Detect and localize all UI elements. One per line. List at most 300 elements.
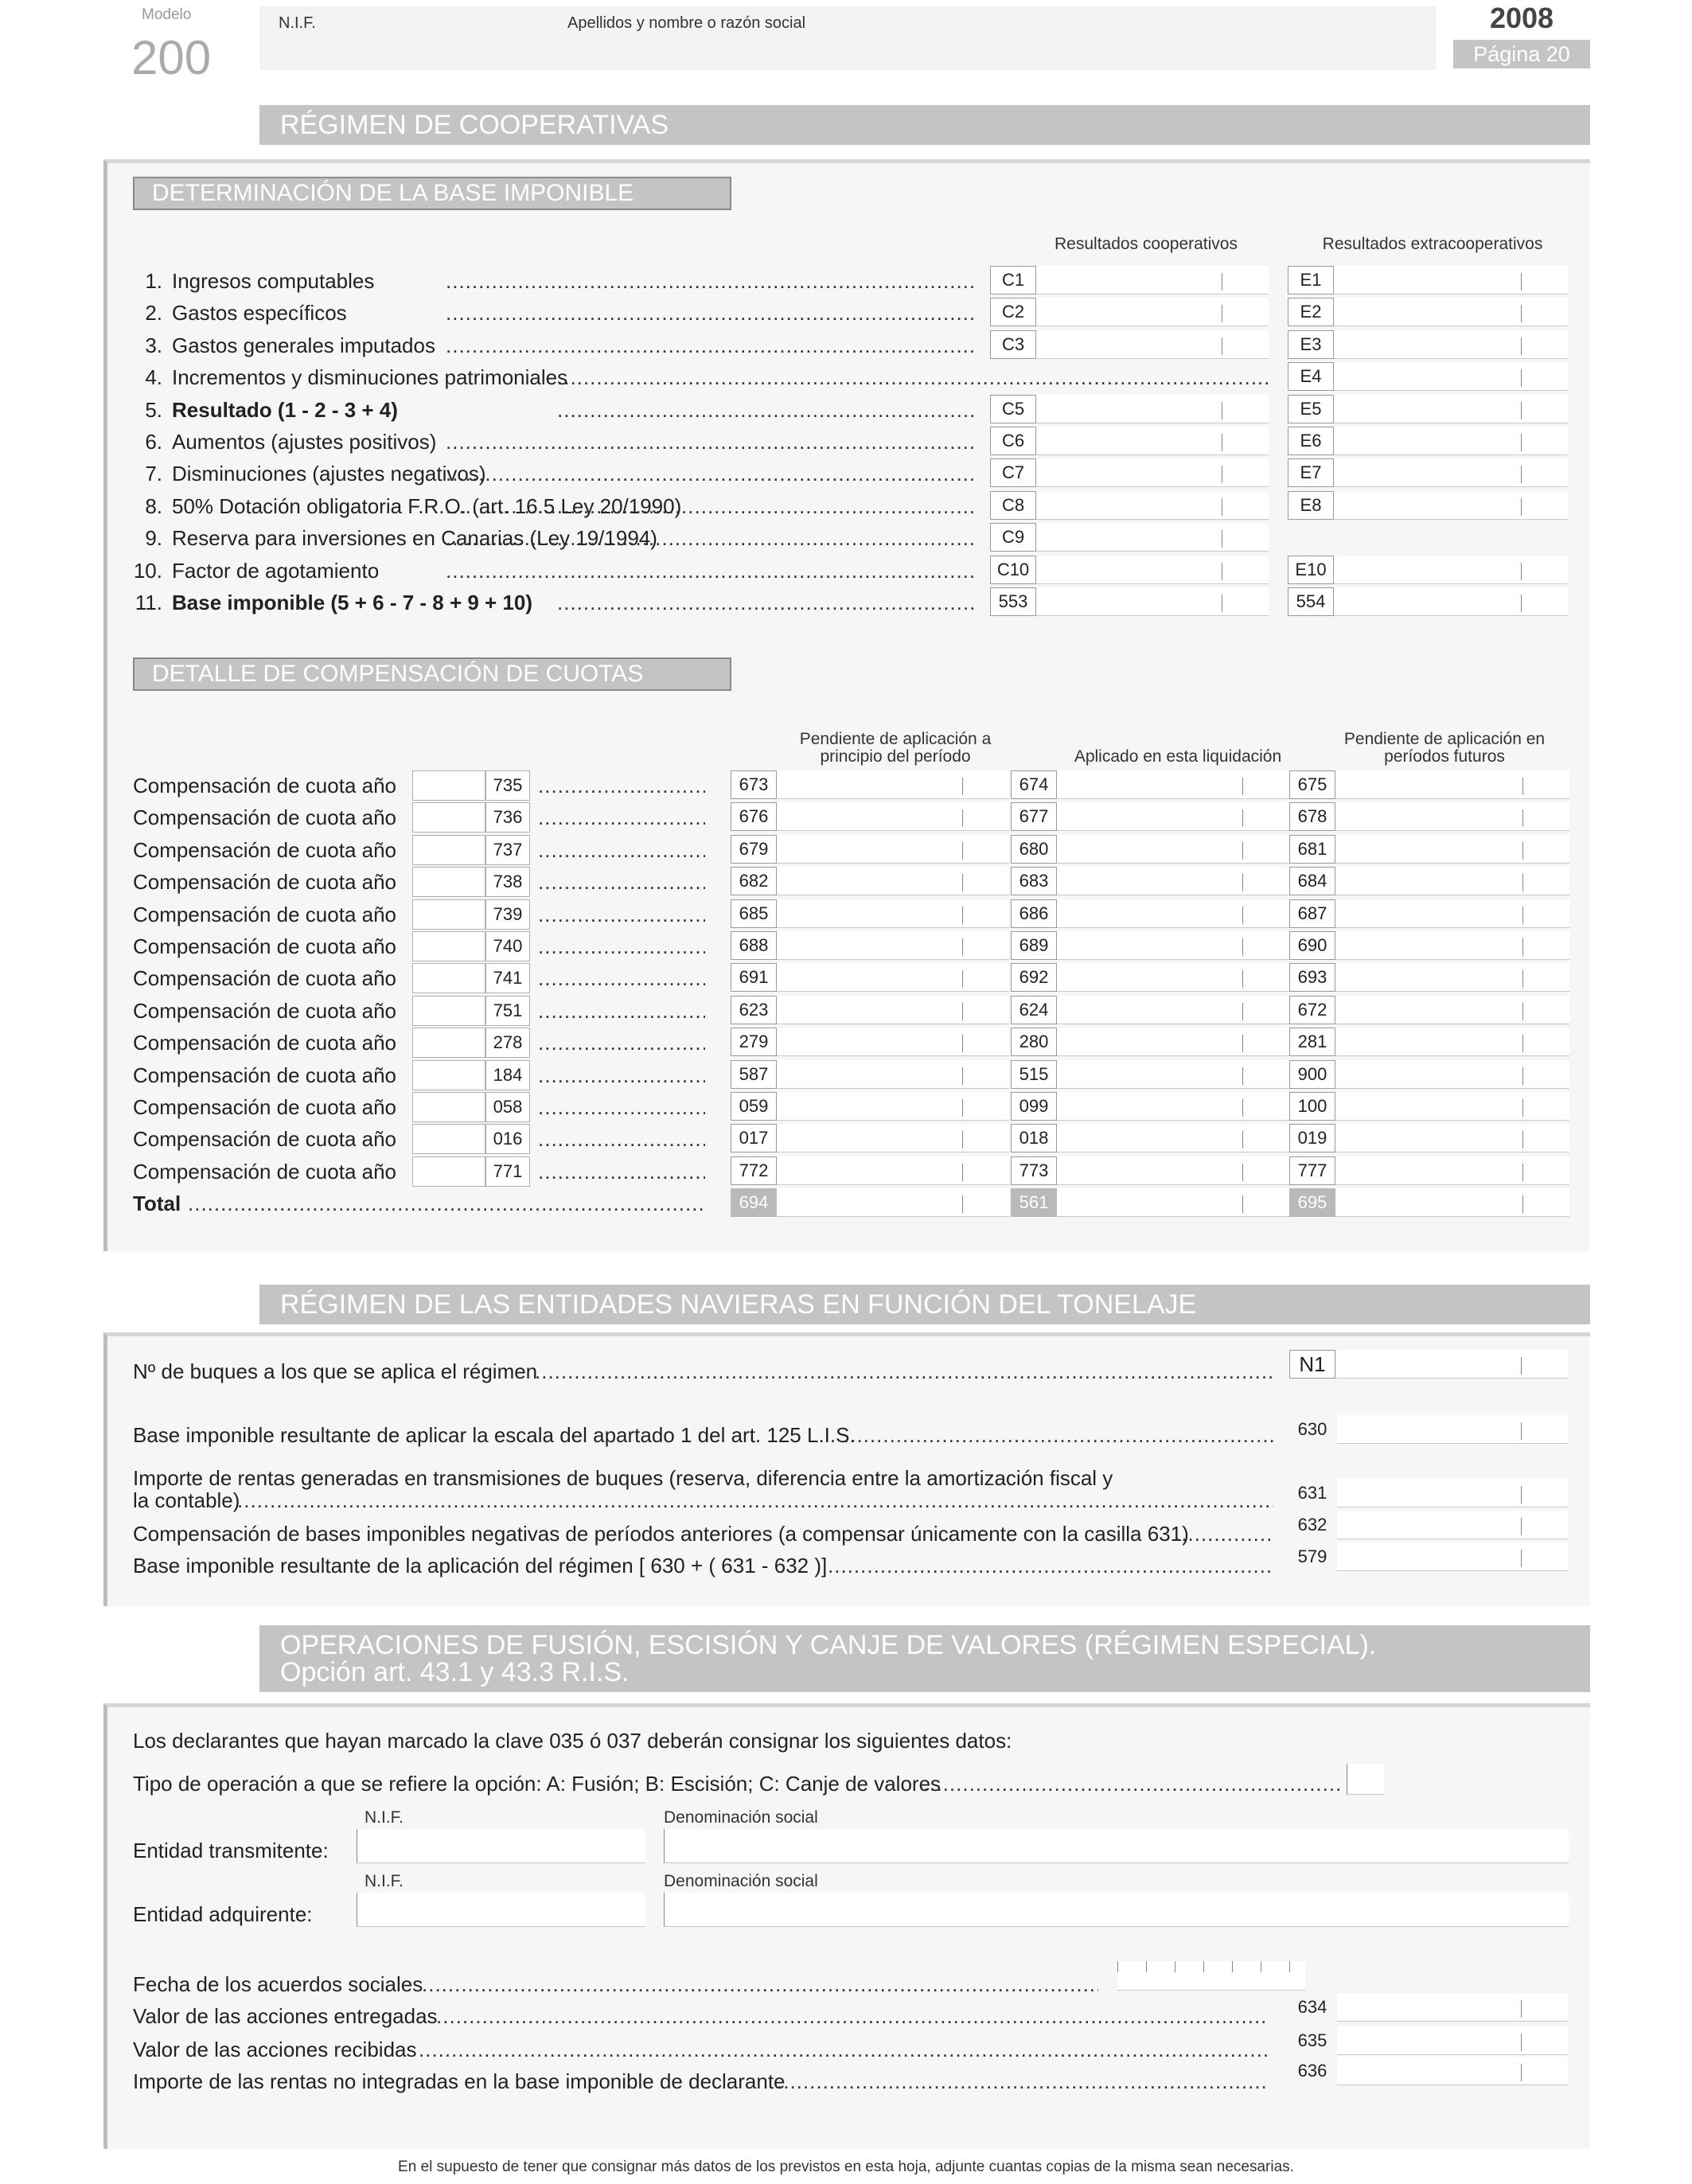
comp-code: 281 — [1289, 1028, 1335, 1056]
comp-code: 690 — [1289, 931, 1335, 960]
comp-amount-field[interactable] — [777, 996, 1009, 1024]
base-row-label — [172, 559, 379, 583]
comp-row-label: Compensación de cuota año — [133, 1127, 397, 1151]
coop-result-field[interactable] — [1036, 523, 1269, 552]
coop-code: C9 — [990, 523, 1036, 552]
modelo-label: Modelo — [142, 6, 192, 23]
adquirente-nif-field[interactable] — [357, 1893, 645, 1927]
cents-separator — [1242, 1164, 1243, 1181]
comp-subbanner: DETALLE DE COMPENSACIÓN DE CUOTAS — [133, 657, 731, 691]
coop-result-field[interactable] — [1036, 266, 1269, 294]
cents-separator — [1521, 337, 1522, 355]
comp-amount-field[interactable] — [1057, 1028, 1289, 1056]
leader-dots — [237, 1488, 1273, 1513]
leader-dots — [538, 999, 705, 1024]
comp-code: 672 — [1289, 996, 1335, 1024]
cents-separator — [962, 938, 963, 956]
coop-code: C2 — [990, 298, 1036, 326]
naviera-n1-field[interactable] — [1337, 1350, 1568, 1379]
base-row-text: Aumentos (ajustes positivos) — [172, 430, 437, 454]
comp-amount-field[interactable] — [777, 770, 1009, 799]
comp-amount-field[interactable] — [1335, 1124, 1569, 1152]
comp-amount-field[interactable] — [1335, 1092, 1569, 1121]
comp-amount-field[interactable] — [777, 1124, 1009, 1152]
comp-code: 059 — [731, 1092, 777, 1121]
base-row-bold-text: Base imponible (5 + 6 - 7 - 8 + 9 + 10) — [172, 591, 533, 614]
comp-year-field[interactable] — [412, 1060, 485, 1090]
leader-dots — [538, 1095, 705, 1120]
comp-row-label: Compensación de cuota año — [133, 870, 397, 894]
leader-dots — [446, 301, 977, 326]
comp-amount-field[interactable] — [1335, 899, 1569, 928]
base-row-number: 10. — [133, 559, 162, 583]
cents-separator — [1242, 842, 1243, 860]
adquirente-denom-field[interactable] — [664, 1893, 1569, 1927]
base-row-text: Gastos generales imputados — [172, 333, 435, 357]
comp-code: 100 — [1289, 1092, 1335, 1121]
cents-separator — [1522, 809, 1523, 827]
comp-year-field[interactable] — [412, 1124, 485, 1154]
transmitente-denom-field[interactable] — [664, 1829, 1569, 1863]
extra-result-field[interactable] — [1334, 266, 1568, 294]
code-635: 635 — [1297, 2030, 1327, 2050]
comp-year-code: 184 — [485, 1060, 530, 1090]
comp-code: 777 — [1289, 1156, 1335, 1185]
base-row-label — [172, 591, 532, 615]
comp-year-field[interactable] — [412, 1028, 485, 1058]
tipo-operacion-field[interactable] — [1347, 1764, 1384, 1795]
extra-result-field[interactable] — [1334, 427, 1568, 455]
extra-result-field[interactable] — [1334, 298, 1568, 326]
code-N1: N1 — [1289, 1350, 1335, 1379]
cents-separator — [1242, 874, 1243, 891]
comp-year-code: 771 — [485, 1156, 530, 1187]
naviera-579-field[interactable] — [1337, 1542, 1568, 1571]
comp-year-field[interactable] — [412, 931, 485, 961]
comp-amount-field[interactable] — [1335, 996, 1569, 1024]
cents-separator — [962, 970, 963, 988]
comp-amount-field[interactable] — [777, 963, 1009, 992]
cents-separator — [1522, 842, 1523, 860]
comp-code: 682 — [731, 867, 777, 895]
valor-recibidas-field[interactable] — [1337, 2026, 1568, 2055]
comp-year-code: 735 — [485, 770, 530, 801]
comp-code: 673 — [731, 770, 777, 799]
cents-separator — [962, 809, 963, 827]
comp-amount-field[interactable] — [777, 867, 1009, 895]
extra-result-field[interactable] — [1334, 362, 1568, 391]
base-row-label — [172, 269, 374, 294]
comp-code: 900 — [1289, 1060, 1335, 1089]
comp-year-field[interactable] — [412, 770, 485, 801]
leader-dots — [446, 559, 977, 583]
cents-separator — [962, 1099, 963, 1117]
cents-separator — [962, 874, 963, 891]
valor-recibidas-label: Valor de las acciones recibidas — [133, 2038, 417, 2061]
cents-separator — [962, 842, 963, 860]
leader-dots — [828, 1554, 1273, 1578]
naviera-banner: RÉGIMEN DE LAS ENTIDADES NAVIERAS EN FUNCIÓN DEL TONELAJE — [259, 1285, 1590, 1324]
leader-dots — [557, 591, 977, 615]
extra-result-field[interactable] — [1334, 458, 1568, 487]
coop-code: C8 — [990, 491, 1036, 520]
comp-row-label: Compensación de cuota año — [133, 903, 397, 926]
comp-year-code: 741 — [485, 963, 530, 993]
comp-year-code: 738 — [485, 867, 530, 897]
base-row-number: 8. — [145, 494, 162, 518]
comp-year-field[interactable] — [412, 802, 485, 833]
code-579: 579 — [1297, 1546, 1327, 1566]
coop-result-field[interactable] — [1036, 556, 1269, 584]
fecha-label: Fecha de los acuerdos sociales — [133, 1972, 423, 1996]
extra-code: 554 — [1288, 587, 1334, 616]
comp-row-label: Compensación de cuota año — [133, 1160, 397, 1184]
comp-year-code: 751 — [485, 996, 530, 1026]
nif-input[interactable] — [271, 37, 544, 65]
comp-amount-field[interactable] — [1335, 867, 1569, 895]
rentas-label: Importe de las rentas no integradas en la base imponible de declarante — [133, 2069, 786, 2093]
base-row-label — [172, 301, 347, 326]
naviera-r1-label: Nº de buques a los que se aplica el régimen — [133, 1359, 538, 1383]
modelo-number: 200 — [131, 31, 212, 84]
leader-dots — [446, 526, 977, 551]
coop-code: C5 — [990, 395, 1036, 423]
code-636: 636 — [1297, 2061, 1327, 2081]
comp-year-field[interactable] — [412, 1092, 485, 1122]
comp-code: 689 — [1011, 931, 1057, 960]
cents-separator — [1522, 970, 1523, 988]
comp-code: 017 — [731, 1124, 777, 1152]
coop-result-field[interactable] — [1036, 298, 1269, 326]
comp-code: 687 — [1289, 899, 1335, 928]
cents-separator — [962, 1195, 963, 1213]
leader-dots — [538, 966, 705, 991]
comp-amount-field[interactable] — [777, 1156, 1009, 1185]
base-row-number: 6. — [145, 430, 162, 454]
rentas-field[interactable] — [1337, 2057, 1568, 2085]
fecha-field[interactable] — [1117, 1961, 1305, 1991]
comp-amount-field[interactable] — [1057, 996, 1289, 1024]
extra-result-field[interactable] — [1334, 395, 1568, 423]
leader-dots — [538, 805, 705, 830]
leader-dots — [538, 1127, 705, 1152]
cents-separator — [1522, 1131, 1523, 1149]
leader-dots — [419, 2038, 1267, 2062]
comp-amount-field[interactable] — [1057, 1092, 1289, 1121]
comp-col3-header: Pendiente de aplicación en períodos futuros — [1343, 730, 1546, 766]
cents-separator — [1522, 1099, 1523, 1117]
coop-code: C10 — [990, 556, 1036, 584]
base-row-number: 3. — [145, 333, 162, 357]
cents-separator — [1521, 434, 1522, 451]
base-row-number: 9. — [145, 526, 162, 550]
comp-amount-field[interactable] — [1335, 1028, 1569, 1056]
base-row-label — [172, 462, 486, 486]
cents-separator — [1522, 1067, 1523, 1085]
comp-amount-field[interactable] — [1335, 770, 1569, 799]
comp-amount-field[interactable] — [1335, 963, 1569, 992]
col-extra-header: Resultados extracooperativos — [1322, 235, 1543, 253]
total-code: 694 — [731, 1188, 777, 1217]
coop-code: 553 — [990, 587, 1036, 616]
extra-result-field[interactable] — [1334, 330, 1568, 359]
transmitente-label: Entidad transmitente: — [133, 1839, 329, 1862]
comp-amount-field[interactable] — [1335, 1060, 1569, 1089]
comp-code: 587 — [731, 1060, 777, 1089]
cents-separator — [1521, 595, 1522, 612]
cents-separator — [1522, 938, 1523, 956]
cents-separator — [1522, 874, 1523, 891]
cents-separator — [1521, 369, 1522, 387]
comp-code: 623 — [731, 996, 777, 1024]
comp-year-code: 058 — [485, 1092, 530, 1122]
page-label: Página 20 — [1453, 40, 1590, 68]
base-row-text: Incrementos y disminuciones patrimoniales — [172, 365, 568, 389]
adquirente-label: Entidad adquirente: — [133, 1902, 313, 1926]
comp-amount-field[interactable] — [777, 802, 1009, 831]
total-amount-field[interactable] — [1335, 1188, 1569, 1217]
comp-code: 683 — [1011, 867, 1057, 895]
leader-dots — [446, 269, 977, 294]
comp-year-field[interactable] — [412, 963, 485, 993]
comp-year-field[interactable] — [412, 899, 485, 930]
code-634: 634 — [1297, 1997, 1327, 2017]
comp-code: 624 — [1011, 996, 1057, 1024]
comp-amount-field[interactable] — [1057, 899, 1289, 928]
comp-year-code: 736 — [485, 802, 530, 833]
total-amount-field[interactable] — [777, 1188, 1009, 1217]
coop-code: C6 — [990, 427, 1036, 455]
base-row-label — [172, 430, 436, 454]
comp-amount-field[interactable] — [1057, 931, 1289, 960]
total-label: Total — [133, 1191, 181, 1215]
base-row-number: 4. — [145, 365, 162, 389]
leader-dots — [538, 774, 705, 798]
leader-dots — [538, 1063, 705, 1088]
name-label: Apellidos y nombre o razón social — [567, 14, 806, 32]
cents-separator — [1242, 809, 1243, 827]
cents-separator — [1242, 970, 1243, 988]
coop-result-field[interactable] — [1036, 395, 1269, 423]
cents-separator — [1242, 1067, 1243, 1085]
leader-dots — [1175, 1522, 1273, 1546]
cents-separator — [1242, 778, 1243, 795]
cents-separator — [1521, 305, 1522, 322]
adquirente-denom-label: Denominación social — [664, 1872, 818, 1890]
leader-dots — [422, 1972, 1098, 1997]
coop-result-field[interactable] — [1036, 427, 1269, 455]
comp-year-code: 278 — [485, 1028, 530, 1058]
total-amount-field[interactable] — [1057, 1188, 1289, 1217]
base-row-text: Reserva para inversiones en Canarias (Ley 19/1994) — [172, 526, 657, 550]
comp-code: 693 — [1289, 963, 1335, 992]
base-row-number: 11. — [135, 591, 162, 614]
leader-dots — [538, 1160, 705, 1184]
comp-code: 772 — [731, 1156, 777, 1185]
cents-separator — [1522, 1195, 1523, 1213]
fusion-tipo-label: Tipo de operación a que se refiere la opción: A: Fusión; B: Escisión; C: Canje de valores — [133, 1772, 942, 1796]
comp-amount-field[interactable] — [777, 1028, 1009, 1056]
cents-separator — [1521, 402, 1522, 419]
cents-separator — [1522, 907, 1523, 924]
leader-dots — [777, 2069, 1267, 2094]
base-subbanner: DETERMINACIÓN DE LA BASE IMPONIBLE — [133, 177, 731, 210]
leader-dots — [446, 462, 977, 486]
cents-separator — [1522, 1003, 1523, 1020]
leader-dots — [538, 903, 705, 927]
extra-result-field[interactable] — [1334, 491, 1568, 520]
comp-amount-field[interactable] — [1335, 1156, 1569, 1185]
fusion-banner — [259, 1625, 1590, 1692]
base-row-number: 1. — [145, 269, 162, 293]
coop-result-field[interactable] — [1036, 458, 1269, 487]
comp-amount-field[interactable] — [777, 1092, 1009, 1121]
extra-code: E10 — [1288, 556, 1334, 584]
base-row-number: 2. — [145, 301, 162, 325]
extra-code: E1 — [1288, 266, 1334, 294]
leader-dots — [535, 1359, 1273, 1384]
base-row-bold-text: Resultado (1 - 2 - 3 + 4) — [172, 398, 398, 422]
comp-code: 686 — [1011, 899, 1057, 928]
cents-separator — [962, 1131, 963, 1149]
comp-code: 677 — [1011, 802, 1057, 831]
cents-separator — [1242, 907, 1243, 924]
comp-col2-header: Aplicado en esta liquidación — [1074, 747, 1282, 766]
code-631: 631 — [1297, 1483, 1327, 1503]
comp-amount-field[interactable] — [1057, 1060, 1289, 1089]
comp-code: 674 — [1011, 770, 1057, 799]
cents-separator — [1522, 778, 1523, 795]
cents-separator — [1521, 466, 1522, 483]
comp-amount-field[interactable] — [1057, 963, 1289, 992]
comp-year-field[interactable] — [412, 996, 485, 1026]
comp-amount-field[interactable] — [1335, 802, 1569, 831]
comp-amount-field[interactable] — [1335, 835, 1569, 864]
naviera-630-field[interactable] — [1337, 1415, 1568, 1444]
leader-dots — [446, 430, 977, 454]
comp-row-label: Compensación de cuota año — [133, 999, 397, 1023]
coop-code: C7 — [990, 458, 1036, 487]
comp-year-code: 740 — [485, 931, 530, 961]
cents-separator — [962, 778, 963, 795]
comp-amount-field[interactable] — [777, 899, 1009, 928]
fusion-title-1: OPERACIONES DE FUSIÓN, ESCISIÓN Y CANJE DE VALORES (RÉGIMEN ESPECIAL). — [280, 1630, 1377, 1660]
name-input[interactable] — [557, 37, 1428, 65]
naviera-631-field[interactable] — [1337, 1479, 1568, 1507]
cents-separator — [962, 1164, 963, 1181]
base-row-label — [172, 365, 567, 390]
transmitente-nif-field[interactable] — [357, 1829, 645, 1863]
comp-year-field[interactable] — [412, 835, 485, 865]
leader-dots — [188, 1191, 705, 1216]
comp-code: 515 — [1011, 1060, 1057, 1089]
cents-separator — [1242, 938, 1243, 956]
adquirente-nif-label: N.I.F. — [365, 1872, 404, 1890]
comp-amount-field[interactable] — [777, 835, 1009, 864]
total-code: 561 — [1011, 1188, 1057, 1217]
comp-row-label: Compensación de cuota año — [133, 966, 397, 990]
extra-result-field[interactable] — [1334, 587, 1568, 616]
leader-dots — [844, 1423, 1273, 1448]
comp-year-field[interactable] — [412, 1156, 485, 1187]
comp-row-label: Compensación de cuota año — [133, 838, 397, 862]
naviera-r2-label: Base imponible resultante de aplicar la escala del apartado 1 del art. 125 L.I.S. — [133, 1423, 856, 1447]
comp-row-label: Compensación de cuota año — [133, 1063, 397, 1087]
comp-amount-field[interactable] — [1057, 802, 1289, 831]
leader-dots — [538, 838, 705, 863]
total-code: 695 — [1289, 1188, 1335, 1217]
leader-dots — [436, 2004, 1267, 2029]
col-coop-header: Resultados cooperativos — [1055, 235, 1238, 253]
comp-amount-field[interactable] — [1057, 1156, 1289, 1185]
base-row-text: Gastos específicos — [172, 301, 347, 325]
coop-banner: RÉGIMEN DE COOPERATIVAS — [259, 105, 1590, 145]
comp-code: 018 — [1011, 1124, 1057, 1152]
extra-code: E5 — [1288, 395, 1334, 423]
base-row-label — [172, 398, 398, 423]
comp-amount-field[interactable] — [1057, 1124, 1289, 1152]
comp-year-field[interactable] — [412, 867, 485, 897]
naviera-632-field[interactable] — [1337, 1511, 1568, 1539]
comp-amount-field[interactable] — [1057, 770, 1289, 799]
leader-dots — [446, 494, 977, 519]
comp-row-label: Compensación de cuota año — [133, 805, 397, 829]
comp-code: 773 — [1011, 1156, 1057, 1185]
comp-code: 685 — [731, 899, 777, 928]
comp-row-label: Compensación de cuota año — [133, 1031, 397, 1055]
cents-separator — [1521, 563, 1522, 580]
extra-code: E6 — [1288, 427, 1334, 455]
comp-row-label: Compensación de cuota año — [133, 1095, 397, 1119]
extra-code: E3 — [1288, 330, 1334, 359]
coop-code: C3 — [990, 330, 1036, 359]
comp-code: 684 — [1289, 867, 1335, 895]
comp-code: 688 — [731, 931, 777, 960]
comp-code: 679 — [731, 835, 777, 864]
comp-amount-field[interactable] — [777, 931, 1009, 960]
cents-separator — [962, 1003, 963, 1020]
comp-amount-field[interactable] — [1335, 931, 1569, 960]
fusion-intro: Los declarantes que hayan marcado la clave 035 ó 037 deberán consignar los siguientes datos: — [133, 1729, 1012, 1753]
naviera-r4-label: Compensación de bases imponibles negativas de períodos anteriores (a compensar únicamente con la casilla 631) — [133, 1522, 1189, 1546]
comp-code: 676 — [731, 802, 777, 831]
valor-entregadas-field[interactable] — [1337, 1993, 1568, 2022]
coop-result-field[interactable] — [1036, 587, 1269, 616]
cents-separator — [962, 907, 963, 924]
coop-result-field[interactable] — [1036, 330, 1269, 359]
extra-result-field[interactable] — [1334, 556, 1568, 584]
comp-row-label: Compensación de cuota año — [133, 774, 397, 798]
leader-dots — [538, 1031, 705, 1055]
comp-amount-field[interactable] — [1057, 835, 1289, 864]
extra-code: E2 — [1288, 298, 1334, 326]
comp-code: 279 — [731, 1028, 777, 1056]
comp-year-code: 739 — [485, 899, 530, 930]
valor-entregadas-label: Valor de las acciones entregadas — [133, 2004, 438, 2028]
extra-code: E7 — [1288, 458, 1334, 487]
comp-code: 691 — [731, 963, 777, 992]
extra-code: E4 — [1288, 362, 1334, 391]
naviera-r5-label: Base imponible resultante de la aplicación del régimen [ 630 + ( 631 - 632 )] — [133, 1554, 828, 1578]
base-row-text: Factor de agotamiento — [172, 559, 380, 583]
leader-dots — [923, 1772, 1342, 1796]
comp-code: 681 — [1289, 835, 1335, 864]
comp-amount-field[interactable] — [777, 1060, 1009, 1089]
comp-code: 280 — [1011, 1028, 1057, 1056]
coop-result-field[interactable] — [1036, 491, 1269, 520]
cents-separator — [962, 1067, 963, 1085]
comp-amount-field[interactable] — [1057, 867, 1289, 895]
